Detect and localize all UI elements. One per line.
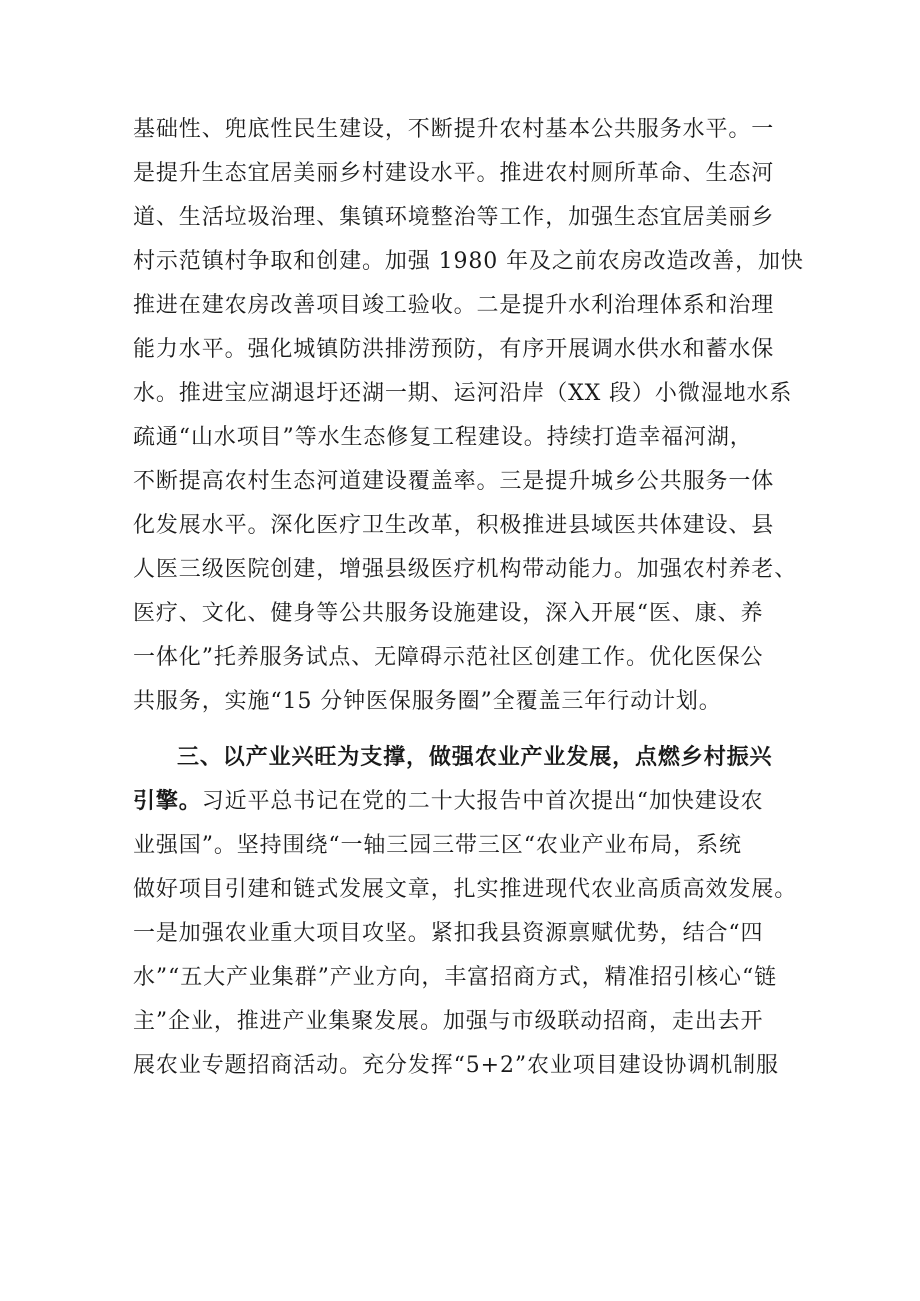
text-line: 是提升生态宜居美丽乡村建设水平。推进农村厕所革命、生态河 [133, 161, 775, 186]
section-heading: 三、以产业兴旺为支撑，做强农业产业发展，点燃乡村振兴 [177, 745, 773, 770]
text-line: 不断提高农村生态河道建设覆盖率。三是提升城乡公共服务一体 [133, 469, 775, 494]
text-line: 一体化”托养服务试点、无障碍示范社区创建工作。优化医保公 [133, 645, 764, 670]
text-line: 展农业专题招商活动。充分发挥“5+2”农业项目建设协调机制服 [133, 1053, 779, 1078]
text-line: 医疗、文化、健身等公共服务设施建设，深入开展“医、康、养 [133, 601, 764, 626]
text-line: 疏通“山水项目”等水生态修复工程建设。持续打造幸福河湖， [133, 425, 753, 450]
text-line: 共服务，实施“15 分钟医保服务圈”全覆盖三年行动计划。 [133, 689, 722, 714]
text-line: 业强国”。坚持围绕“一轴三园三带三区“农业产业布局，系统 [133, 833, 742, 858]
paragraph-2 [133, 736, 813, 1088]
text-line: 主”企业，推进产业集聚发展。加强与市级联动招商，走出去开 [133, 1009, 764, 1034]
paragraph-spacer [133, 724, 813, 736]
paragraph-1 [133, 108, 813, 724]
text-line: 一是加强农业重大项目攻坚。紧扣我县资源禀赋优势，结合“四 [133, 921, 764, 946]
text-line: 基础性、兜底性民生建设，不断提升农村基本公共服务水平。一 [133, 117, 775, 142]
text-line: 水”“五大产业集群”产业方向，丰富招商方式，精准招引核心“链 [133, 965, 777, 990]
text-line: 能力水平。强化城镇防洪排涝预防，有序开展调水供水和蓄水保 [133, 337, 775, 362]
text-line: 人医三级医院创建，增强县级医疗机构带动能力。加强农村养老、 [133, 557, 798, 582]
body-text [133, 108, 813, 1088]
text-line: 推进在建农房改善项目竣工验收。二是提升水利治理体系和治理 [133, 293, 775, 318]
section-heading-continuation: 习近平总书记在党的二十大报告中首次提出“加快建设农 [201, 789, 764, 814]
text-line [133, 780, 813, 824]
section-heading-end: 引擎。 [133, 789, 202, 814]
text-line: 做好项目引建和链式发展文章，扎实推进现代农业高质高效发展。 [133, 877, 798, 902]
text-line: 化发展水平。深化医疗卫生改革，积极推进县域医共体建设、县 [133, 513, 775, 538]
text-line: 水。推进宝应湖退圩还湖一期、运河沿岸（XX 段）小微湿地水系 [133, 381, 793, 406]
text-line: 村示范镇村争取和创建。加强 1980 年及之前农房改造改善，加快 [133, 249, 804, 274]
text-line: 道、生活垃圾治理、集镇环境整治等工作，加强生态宜居美丽乡 [133, 205, 775, 230]
